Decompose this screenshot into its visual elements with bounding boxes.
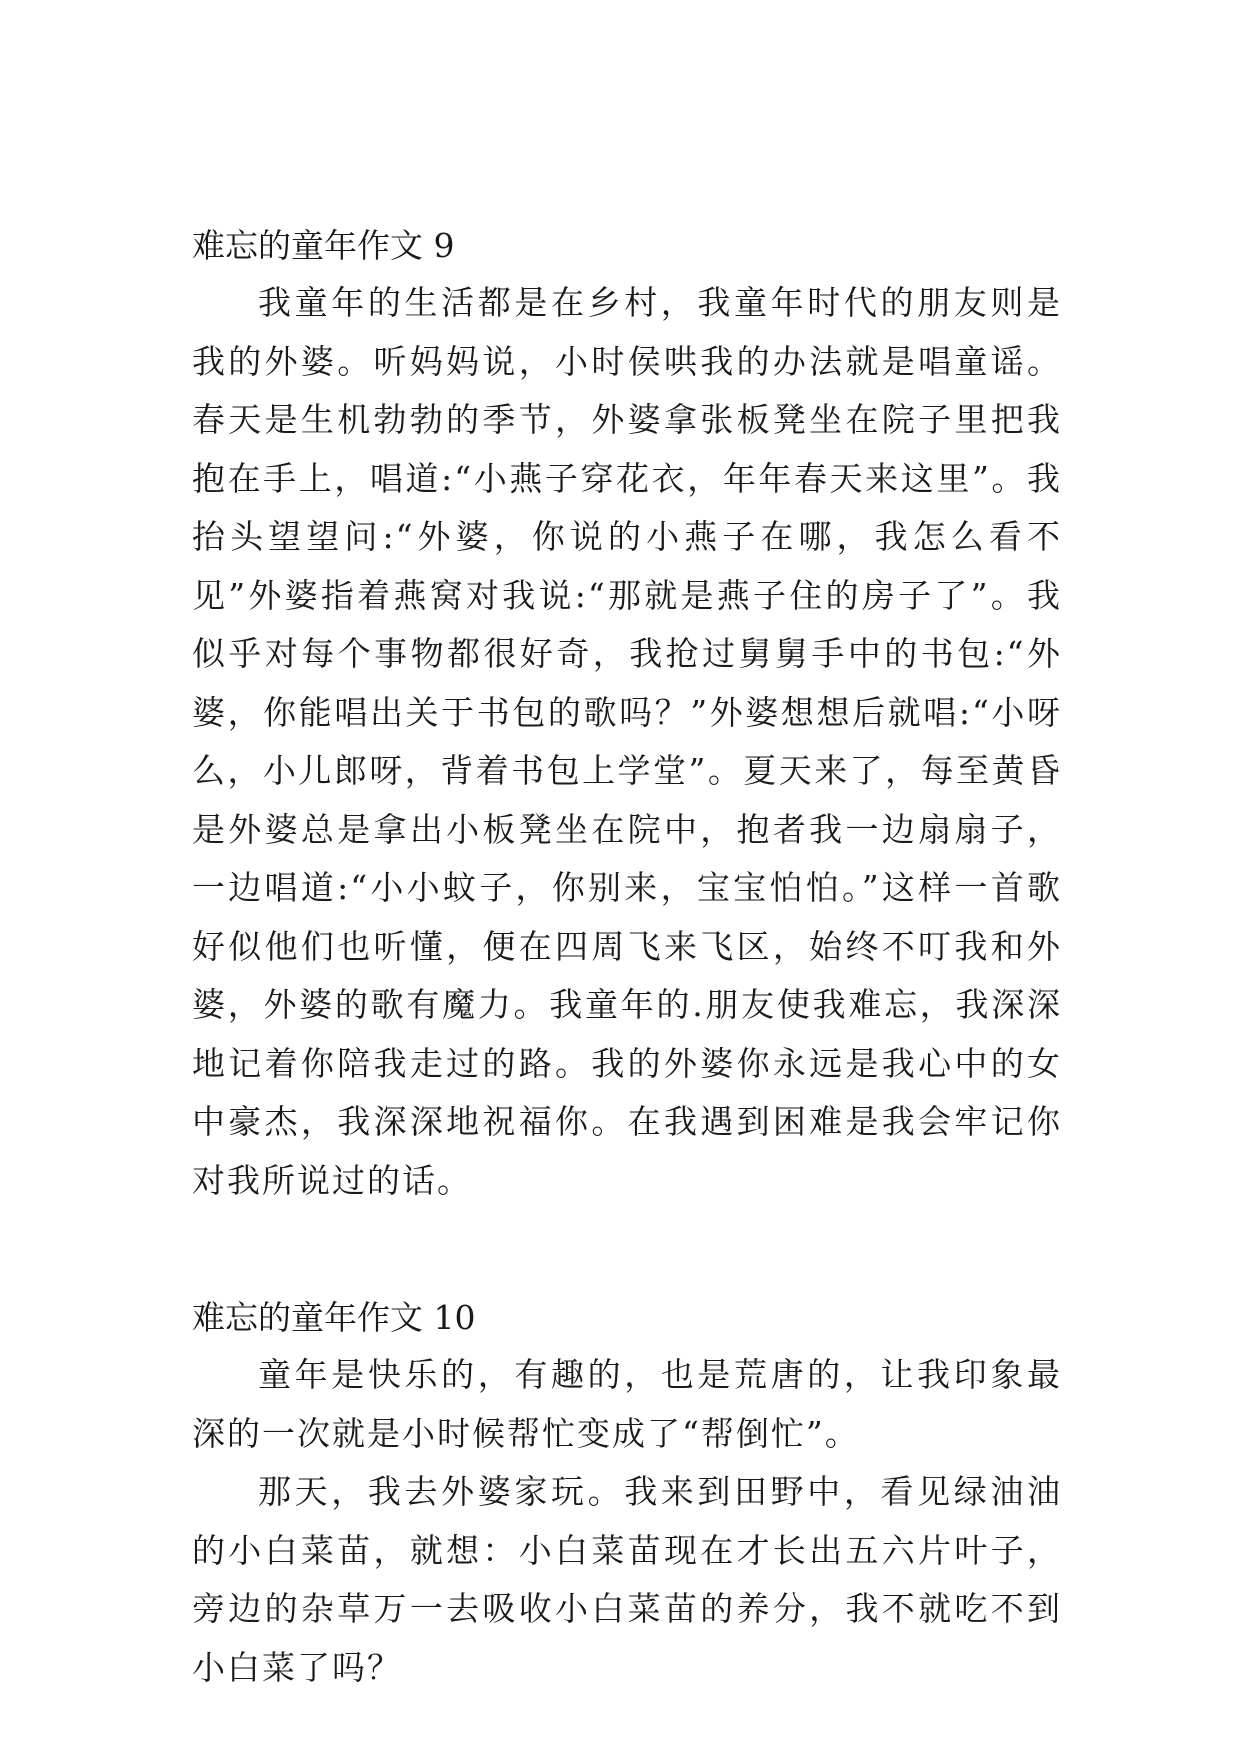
document-page xyxy=(192,218,1062,1697)
essay-section xyxy=(192,1290,1062,1697)
essay-paragraph: 那天，我去外婆家玩。我来到田野中，看见绿油油的小白菜苗，就想：小白菜苗现在才长出五六片叶子，旁边的杂草万一去吸收小白菜苗的养分，我不就吃不到小白菜了吗？ xyxy=(192,1472,1062,1687)
essay-title: 难忘的童年作文 9 xyxy=(192,226,455,265)
essay-paragraph: 童年是快乐的，有趣的，也是荒唐的，让我印象最深的一次就是小时候帮忙变成了“帮倒忙”。 xyxy=(192,1355,1062,1453)
essay-title: 难忘的童年作文 10 xyxy=(192,1298,476,1337)
essay-paragraph: 我童年的生活都是在乡村，我童年时代的朋友则是我的外婆。听妈妈说，小时侯哄我的办法就是唱童谣。春天是生机勃勃的季节，外婆拿张板凳坐在院子里把我抱在手上，唱道:“小燕子穿花衣，年年春天来这里”。我抬头望望问:“外婆，你说的小燕子在哪，我怎么看不见”外婆指着燕窝对我说:“那就是燕子住的房子了”。我似乎对每个事物都很好奇，我抢过舅舅手中的书包:“外婆，你能唱出关于书包的歌吗？”外婆想想后就唱:“小呀么，小儿郎呀，背着书包上学堂”。夏天来了，每至黄昏是外婆总是拿出小板凳坐在院中，抱者我一边扇扇子，一边唱道:“小小蚊子，你别来，宝宝怕怕。”这样一首歌好似他们也听懂，便在四周飞来飞区，始终不叮我和外婆，外婆的歌有魔力。我童年的.朋友使我难忘，我深深地记着你陪我走过的路。我的外婆你永远是我心中的女中豪杰，我深深地祝福你。在我遇到困难是我会牢记你对我所说过的话。 xyxy=(192,283,1062,1200)
essay-section xyxy=(192,218,1062,1210)
section-divider-space xyxy=(192,1210,1062,1290)
